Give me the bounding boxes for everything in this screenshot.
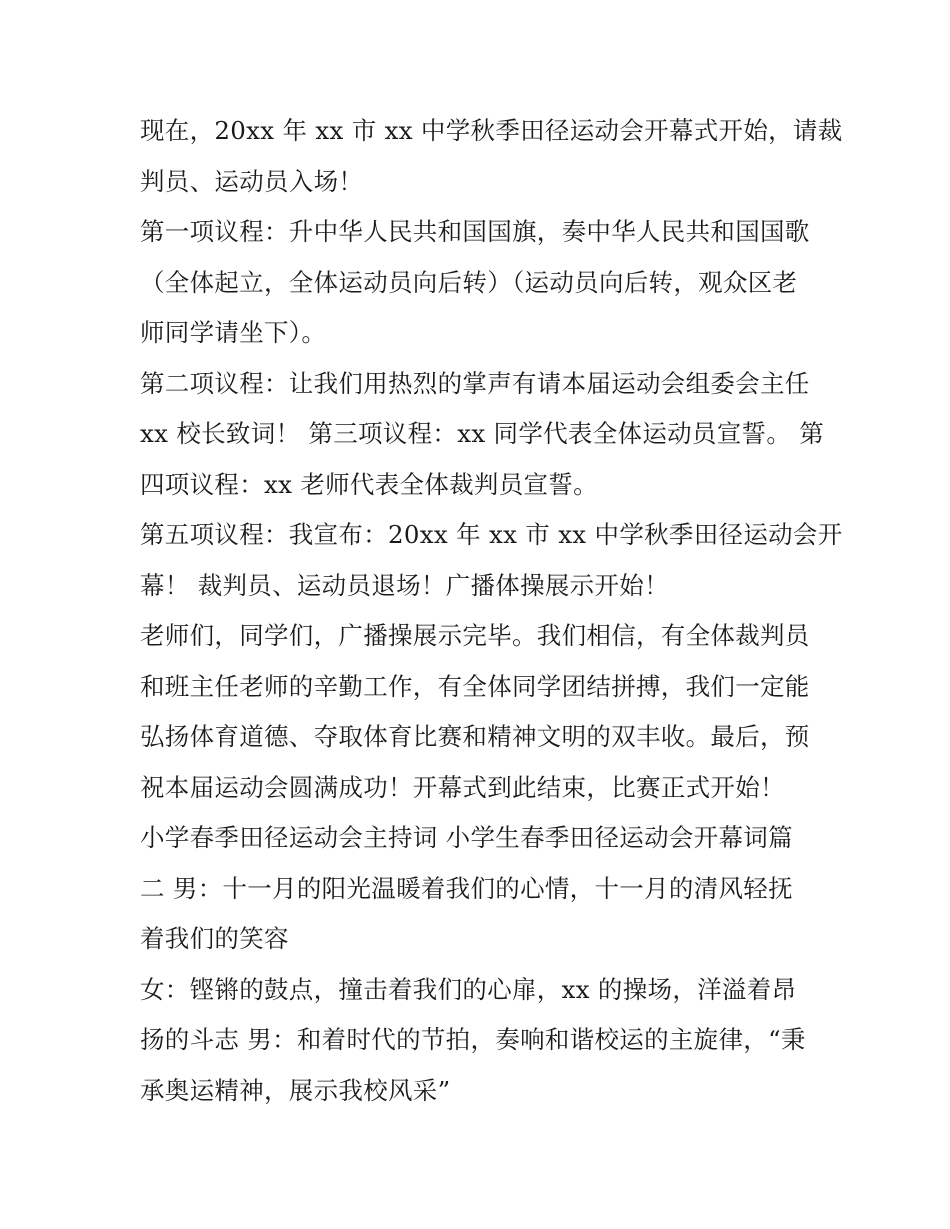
document-body bbox=[140, 106, 843, 1116]
text-line: 第五项议程：我宣布：20xx 年 xx 市 xx 中学秋季田径运动会开 bbox=[140, 520, 843, 549]
text-line: 小学春季田径运动会主持词 小学生春季田径运动会开幕词篇 bbox=[140, 823, 793, 852]
text-line: 四项议程：xx 老师代表全体裁判员宣誓。 bbox=[140, 469, 598, 499]
text-line: 判员、运动员入场！ bbox=[140, 166, 364, 196]
text-line: 和班主任老师的辛勤工作，有全体同学团结拼搏，我们一定能 bbox=[140, 671, 810, 701]
text-line: 二 男：十一月的阳光温暖着我们的心情，十一月的清风轻抚 bbox=[140, 873, 793, 903]
text-line: 弘扬体育道德、夺取体育比赛和精神文明的双丰收。最后，预 bbox=[140, 722, 810, 751]
text-line: 老师们，同学们，广播操展示完毕。我们相信，有全体裁判员 bbox=[140, 621, 810, 650]
text-line: 幕！ 裁判员、运动员退场！广播体操展示开始！ bbox=[140, 570, 669, 600]
text-line: 承奥运精神，展示我校风采” bbox=[140, 1075, 451, 1105]
text-line: 现在，20xx 年 xx 市 xx 中学秋季田径运动会开幕式开始，请裁 bbox=[140, 116, 843, 145]
text-line: 着我们的笑容 bbox=[140, 924, 289, 953]
text-line: xx 校长致词！ 第三项议程：xx 同学代表全体运动员宣誓。 第 bbox=[140, 419, 825, 448]
text-line: 祝本届运动会圆满成功！开幕式到此结束，比赛正式开始！ bbox=[140, 772, 785, 802]
text-line: 第一项议程：升中华人民共和国国旗，奏中华人民共和国国歌 bbox=[140, 217, 810, 246]
text-line: 师同学请坐下）。 bbox=[140, 318, 327, 347]
text-line: （全体起立，全体运动员向后转）（运动员向后转，观众区老 bbox=[140, 267, 798, 297]
text-line: 扬的斗志 男：和着时代的节拍，奏响和谐校运的主旋律，“秉 bbox=[140, 1025, 806, 1054]
text-line: 第二项议程：让我们用热烈的掌声有请本届运动会组委会主任 bbox=[140, 368, 810, 398]
text-line: 女：铿锵的鼓点，撞击着我们的心扉，xx 的操场，洋溢着昂 bbox=[140, 974, 797, 1004]
